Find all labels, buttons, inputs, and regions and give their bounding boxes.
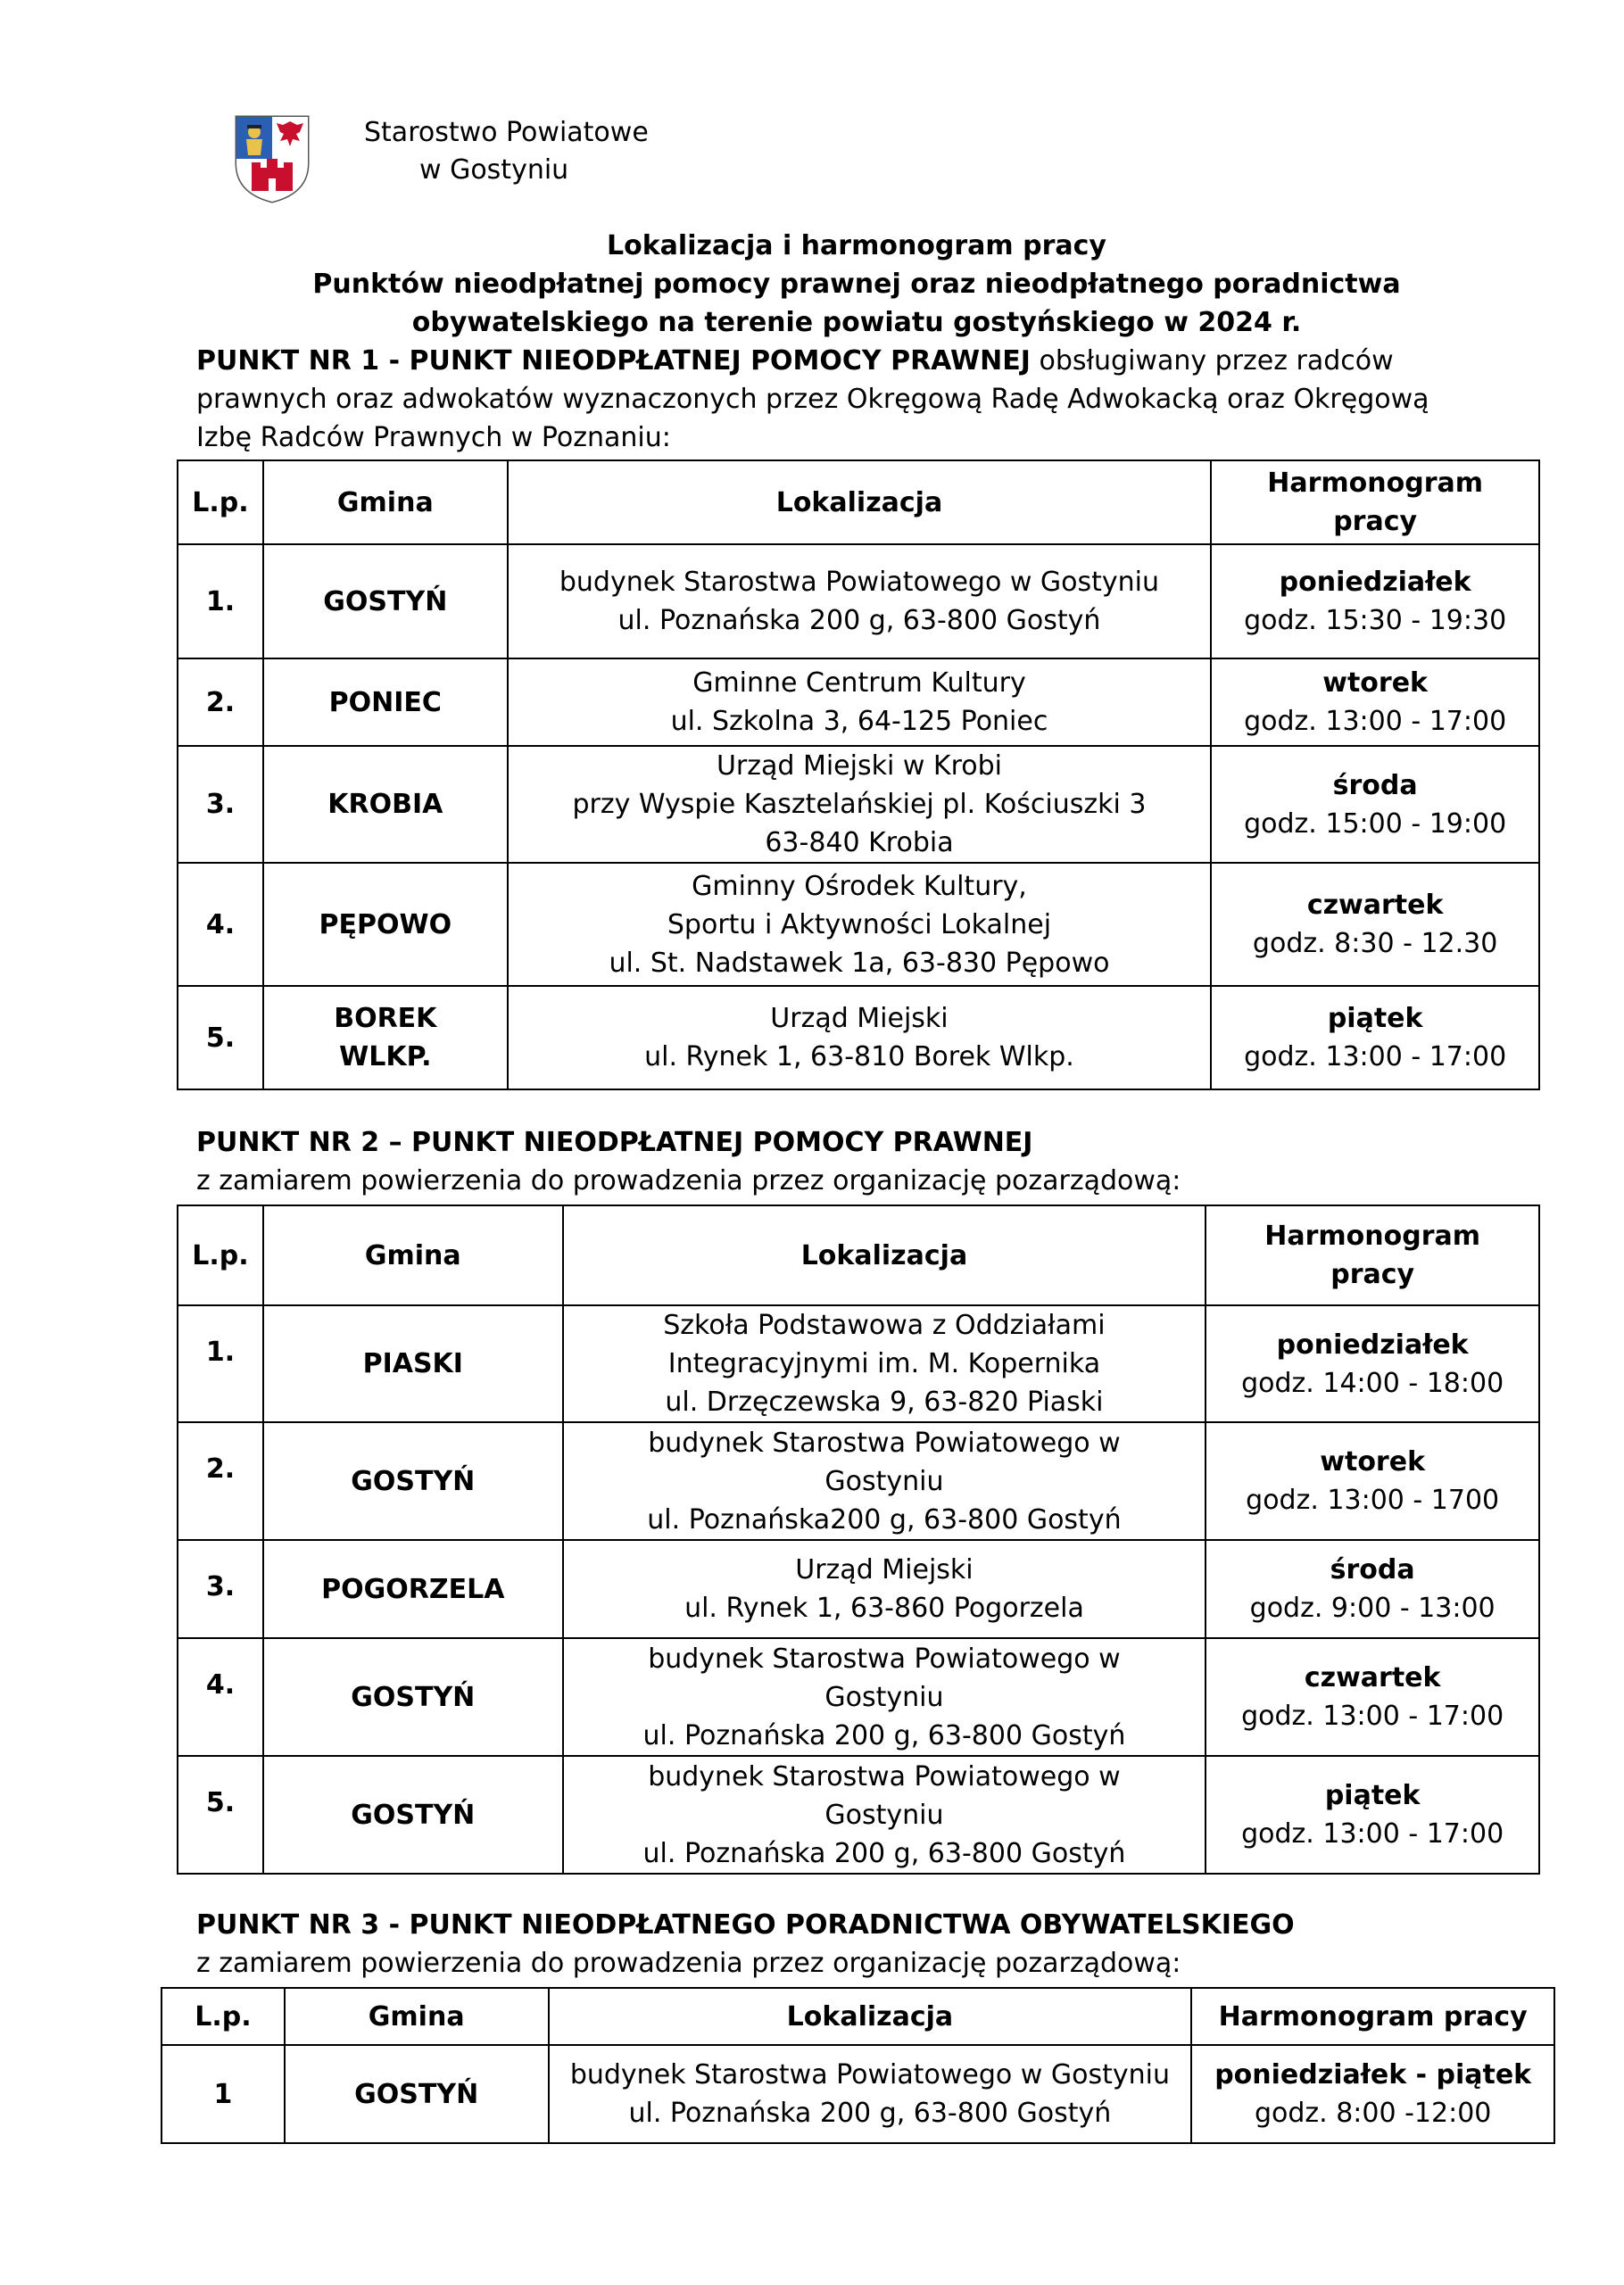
cell-gmina: GOSTYŃ	[263, 1422, 563, 1540]
cell-harmonogram: czwartek godz. 13:00 - 17:00	[1206, 1638, 1539, 1756]
col-header-gmina: Gmina	[263, 460, 508, 544]
cell-lp: 5.	[178, 986, 263, 1089]
cell-lp: 1.	[178, 544, 263, 658]
table-row	[162, 2045, 1554, 2143]
col-header-lokalizacja: Lokalizacja	[549, 1988, 1192, 2045]
cell-lp: 2.	[178, 1422, 263, 1540]
cell-lokalizacja: Urząd Miejski ul. Rynek 1, 63-810 Borek Wlkp.	[508, 986, 1212, 1089]
cell-gmina: PONIEC	[263, 658, 508, 746]
cell-lp: 1.	[178, 1305, 263, 1422]
section-1-title: PUNKT NR 1 - PUNKT NIEODPŁATNEJ POMOCY PRAWNEJ	[196, 345, 1031, 377]
title-line-3: obywatelskiego na terenie powiatu gostyńskiego w 2024 r.	[411, 307, 1302, 338]
cell-gmina: GOSTYŃ	[263, 1638, 563, 1756]
table-header-row	[162, 1988, 1554, 2045]
cell-harmonogram: poniedziałek - piątek godz. 8:00 -12:00	[1191, 2045, 1554, 2143]
cell-gmina: GOSTYŃ	[285, 2045, 549, 2143]
section-1-heading	[196, 342, 1535, 457]
office-name	[364, 114, 649, 189]
section-1-text-2: prawnych oraz adwokatów wyznaczonych przez Okręgową Radę Adwokacką oraz Okręgową	[196, 384, 1429, 415]
title-line-2: Punktów nieodpłatnej pomocy prawnej oraz nieodpłatnego poradnictwa	[312, 269, 1401, 300]
cell-lp: 3.	[178, 746, 263, 863]
col-header-lokalizacja: Lokalizacja	[563, 1205, 1206, 1305]
table-row	[178, 658, 1539, 746]
col-header-lp: L.p.	[162, 1988, 285, 2045]
col-header-lp: L.p.	[178, 1205, 263, 1305]
cell-harmonogram: środa godz. 9:00 - 13:00	[1206, 1540, 1539, 1638]
cell-lokalizacja: budynek Starostwa Powiatowego w Gostyniu ul. Poznańska 200 g, 63-800 Gostyń	[549, 2045, 1192, 2143]
table-punkt-1	[177, 459, 1540, 1090]
cell-lokalizacja: budynek Starostwa Powiatowego w Gostyniu ul. Poznańska200 g, 63-800 Gostyń	[563, 1422, 1206, 1540]
col-header-harmonogram: Harmonogram pracy	[1206, 1205, 1539, 1305]
cell-gmina: POGORZELA	[263, 1540, 563, 1638]
cell-harmonogram: poniedziałek godz. 14:00 - 18:00	[1206, 1305, 1539, 1422]
table-row	[178, 1638, 1539, 1756]
document-header	[234, 114, 649, 203]
cell-gmina: BOREK WLKP.	[263, 986, 508, 1089]
col-header-lokalizacja: Lokalizacja	[508, 460, 1212, 544]
cell-harmonogram: wtorek godz. 13:00 - 1700	[1206, 1422, 1539, 1540]
cell-gmina: GOSTYŃ	[263, 544, 508, 658]
table-row	[178, 863, 1539, 986]
office-line-1: Starostwo Powiatowe	[364, 117, 649, 148]
cell-harmonogram: poniedziałek godz. 15:30 - 19:30	[1211, 544, 1539, 658]
section-2-heading	[196, 1123, 1535, 1200]
cell-gmina: PĘPOWO	[263, 863, 508, 986]
cell-harmonogram: piątek godz. 13:00 - 17:00	[1206, 1756, 1539, 1874]
cell-lp: 2.	[178, 658, 263, 746]
cell-lp: 4.	[178, 863, 263, 986]
cell-lp: 4.	[178, 1638, 263, 1756]
table-row	[178, 986, 1539, 1089]
cell-gmina: PIASKI	[263, 1305, 563, 1422]
col-header-harmonogram: Harmonogram pracy	[1191, 1988, 1554, 2045]
table-row	[178, 1756, 1539, 1874]
cell-harmonogram: środa godz. 15:00 - 19:00	[1211, 746, 1539, 863]
cell-lokalizacja: budynek Starostwa Powiatowego w Gostyniu ul. Poznańska 200 g, 63-800 Gostyń	[563, 1756, 1206, 1874]
section-1-text-3: Izbę Radców Prawnych w Poznaniu:	[196, 422, 671, 453]
section-3-text: z zamiarem powierzenia do prowadzenia przez organizację pozarządową:	[196, 1948, 1181, 1979]
col-header-gmina: Gmina	[263, 1205, 563, 1305]
title-line-1: Lokalizacja i harmonogram pracy	[607, 230, 1106, 261]
cell-lokalizacja: budynek Starostwa Powiatowego w Gostyniu ul. Poznańska 200 g, 63-800 Gostyń	[508, 544, 1212, 658]
table-punkt-2	[177, 1205, 1540, 1875]
cell-lokalizacja: Gminne Centrum Kultury ul. Szkolna 3, 64-125 Poniec	[508, 658, 1212, 746]
cell-lp: 1	[162, 2045, 285, 2143]
coat-of-arms-logo	[234, 114, 311, 203]
table-row	[178, 1422, 1539, 1540]
section-3-title: PUNKT NR 3 - PUNKT NIEODPŁATNEGO PORADNICTWA OBYWATELSKIEGO	[196, 1909, 1295, 1941]
table-row	[178, 544, 1539, 658]
table-row	[178, 1540, 1539, 1638]
cell-lokalizacja: Urząd Miejski w Krobi przy Wyspie Kasztelańskiej pl. Kościuszki 3 63-840 Krobia	[508, 746, 1212, 863]
cell-lp: 5.	[178, 1756, 263, 1874]
col-header-lp: L.p.	[178, 460, 263, 544]
cell-lokalizacja: Gminny Ośrodek Kultury, Sportu i Aktywności Lokalnej ul. St. Nadstawek 1a, 63-830 Pępowo	[508, 863, 1212, 986]
cell-gmina: GOSTYŃ	[263, 1756, 563, 1874]
table-header-row	[178, 460, 1539, 544]
cell-harmonogram: piątek godz. 13:00 - 17:00	[1211, 986, 1539, 1089]
col-header-harmonogram: Harmonogram pracy	[1211, 460, 1539, 544]
col-header-gmina: Gmina	[285, 1988, 549, 2045]
table-punkt-3	[161, 1987, 1555, 2144]
table-row	[178, 746, 1539, 863]
cell-lokalizacja: Szkoła Podstawowa z Oddziałami Integracyjnymi im. M. Kopernika ul. Drzęczewska 9, 63-820 Piaski	[563, 1305, 1206, 1422]
section-2-text: z zamiarem powierzenia do prowadzenia przez organizację pozarządową:	[196, 1165, 1181, 1196]
cell-harmonogram: wtorek godz. 13:00 - 17:00	[1211, 658, 1539, 746]
office-line-2: w Gostyniu	[419, 154, 569, 186]
cell-lokalizacja: Urząd Miejski ul. Rynek 1, 63-860 Pogorzela	[563, 1540, 1206, 1638]
document-title	[196, 227, 1517, 342]
section-2-title: PUNKT NR 2 – PUNKT NIEODPŁATNEJ POMOCY PRAWNEJ	[196, 1127, 1033, 1158]
section-3-heading	[196, 1906, 1535, 1983]
section-1-text-1: obsługiwany przez radców	[1030, 345, 1394, 377]
cell-gmina: KROBIA	[263, 746, 508, 863]
cell-lokalizacja: budynek Starostwa Powiatowego w Gostyniu ul. Poznańska 200 g, 63-800 Gostyń	[563, 1638, 1206, 1756]
cell-harmonogram: czwartek godz. 8:30 - 12.30	[1211, 863, 1539, 986]
table-row	[178, 1305, 1539, 1422]
table-header-row	[178, 1205, 1539, 1305]
cell-lp: 3.	[178, 1540, 263, 1638]
